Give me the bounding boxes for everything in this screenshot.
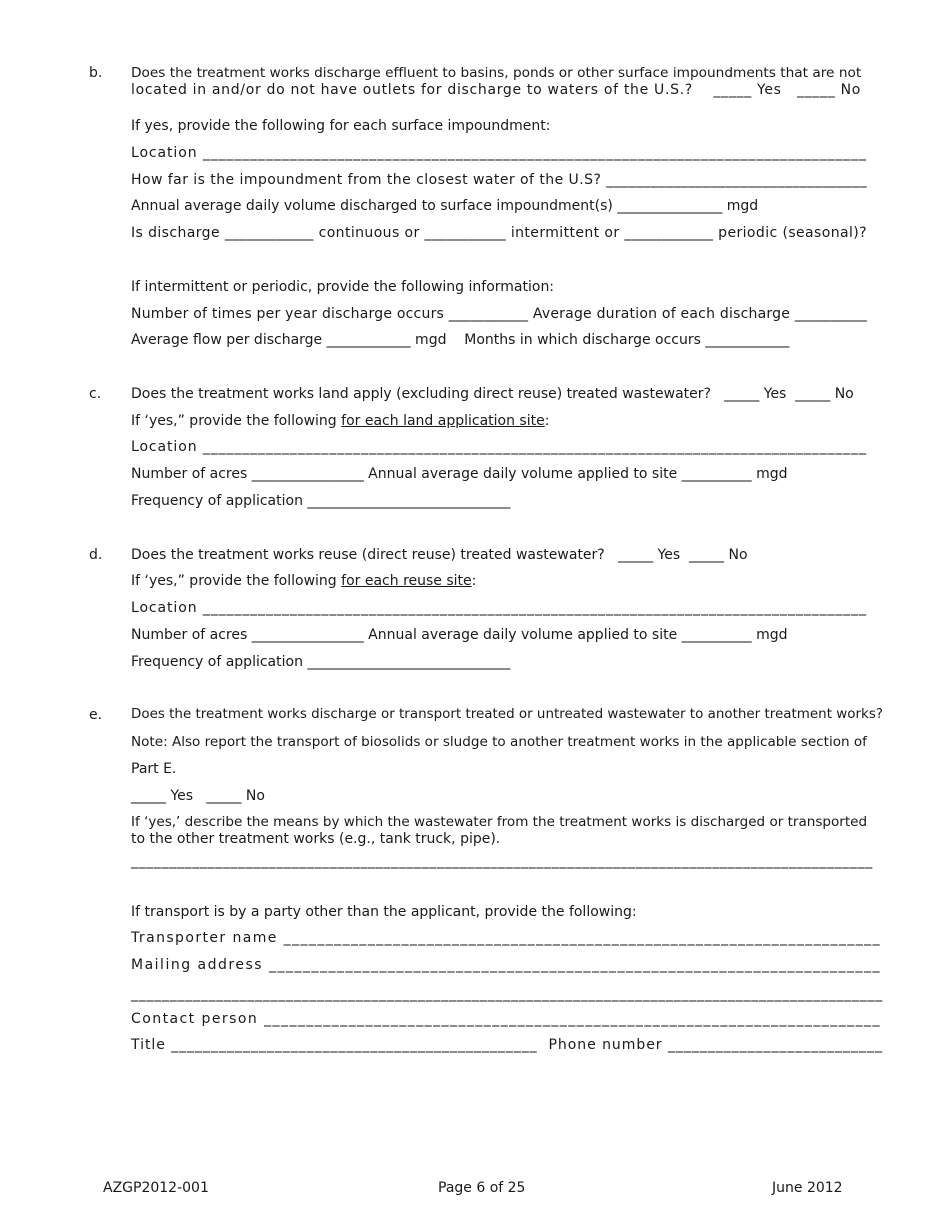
e-transporter-field[interactable]: Transporter name _______________________________________________________________________ bbox=[131, 930, 882, 946]
question-d[interactable]: Does the treatment works reuse (direct reuse) treated wastewater? _____ Yes _____ No bbox=[131, 547, 748, 563]
e-yes-no-field[interactable]: _____ Yes _____ No bbox=[131, 788, 265, 804]
question-b-line2[interactable]: located in and/or do not have outlets for discharge to waters of the U.S.? _____ Yes _____ No bbox=[131, 82, 862, 98]
footer-page-number: Page 6 of 25 bbox=[438, 1180, 526, 1196]
d-if-yes-text: If ‘yes,” provide the following bbox=[131, 573, 342, 589]
question-b-line1: Does the treatment works discharge effluent to basins, ponds or other surface impoundments that are not bbox=[131, 65, 862, 81]
c-if-yes bbox=[131, 413, 549, 429]
e-mailing-field[interactable]: Mailing address ________________________________________________________________________ bbox=[131, 957, 881, 973]
b-intro: If yes, provide the following for each surface impoundment: bbox=[131, 118, 551, 134]
footer-date: June 2012 bbox=[772, 1180, 843, 1196]
c-frequency-field[interactable]: Frequency of application _____________________________ bbox=[131, 493, 511, 509]
e-mailing-field-2[interactable]: _________________________________________________________________________________________________ bbox=[131, 986, 884, 1002]
c-location-field[interactable]: Location ____________________________________________________________________________________ bbox=[131, 439, 868, 455]
d-if-yes-colon: : bbox=[471, 573, 477, 589]
c-if-yes-colon: : bbox=[544, 413, 550, 429]
e-transport-intro: If transport is by a party other than the applicant, provide the following: bbox=[131, 904, 637, 920]
e-describe-line1: If ‘yes,’ describe the means by which the wastewater from the treatment works is discharged or transported bbox=[131, 814, 868, 830]
d-acres-volume-field[interactable]: Number of acres ________________ Annual average daily volume applied to site __________ mgd bbox=[131, 627, 788, 643]
b-intermittent-intro: If intermittent or periodic, provide the following information: bbox=[131, 279, 555, 295]
item-marker-b: b. bbox=[89, 65, 103, 81]
e-describe-field[interactable]: _________________________________________________________________________________________________ bbox=[131, 853, 873, 869]
b-times-duration-field[interactable]: Number of times per year discharge occurs ___________ Average duration of each discharge __________ bbox=[131, 306, 867, 322]
e-describe-line2: to the other treatment works (e.g., tank truck, pipe). bbox=[131, 831, 501, 847]
d-if-yes-underlined: for each reuse site bbox=[341, 573, 472, 589]
b-flow-months-field[interactable]: Average flow per discharge ____________ mgd Months in which discharge occurs ____________ bbox=[131, 332, 790, 348]
item-marker-e: e. bbox=[89, 707, 103, 723]
b-discharge-type-field[interactable]: Is discharge ____________ continuous or ___________ intermittent or ____________ periodic (seasonal)? bbox=[131, 225, 867, 241]
e-note-line2: Part E. bbox=[131, 761, 177, 777]
c-acres-volume-field[interactable]: Number of acres ________________ Annual average daily volume applied to site __________ mgd bbox=[131, 466, 788, 482]
d-frequency-field[interactable]: Frequency of application _____________________________ bbox=[131, 654, 511, 670]
item-marker-c: c. bbox=[89, 386, 102, 402]
e-note-line1: Note: Also report the transport of biosolids or sludge to another treatment works in the applicable section of bbox=[131, 734, 867, 750]
e-contact-field[interactable]: Contact person _________________________________________________________________________ bbox=[131, 1011, 881, 1027]
e-title-phone-field[interactable]: Title ______________________________________________ Phone number ___________________________ bbox=[131, 1037, 883, 1053]
b-volume-field[interactable]: Annual average daily volume discharged to surface impoundment(s) _______________ mgd bbox=[131, 198, 759, 214]
c-if-yes-underlined: for each land application site bbox=[341, 413, 545, 429]
c-if-yes-text: If ‘yes,” provide the following bbox=[131, 413, 342, 429]
b-distance-field[interactable]: How far is the impoundment from the closest water of the U.S? ___________________________________ bbox=[131, 172, 868, 188]
d-if-yes bbox=[131, 573, 476, 589]
b-location-field[interactable]: Location ____________________________________________________________________________________ bbox=[131, 145, 868, 161]
question-e: Does the treatment works discharge or transport treated or untreated wastewater to another treatment works? bbox=[131, 707, 883, 722]
question-c[interactable]: Does the treatment works land apply (excluding direct reuse) treated wastewater? _____ Yes _____ No bbox=[131, 386, 854, 402]
footer-form-id: AZGP2012-001 bbox=[103, 1180, 209, 1196]
item-marker-d: d. bbox=[89, 547, 103, 563]
d-location-field[interactable]: Location ____________________________________________________________________________________ bbox=[131, 600, 868, 616]
